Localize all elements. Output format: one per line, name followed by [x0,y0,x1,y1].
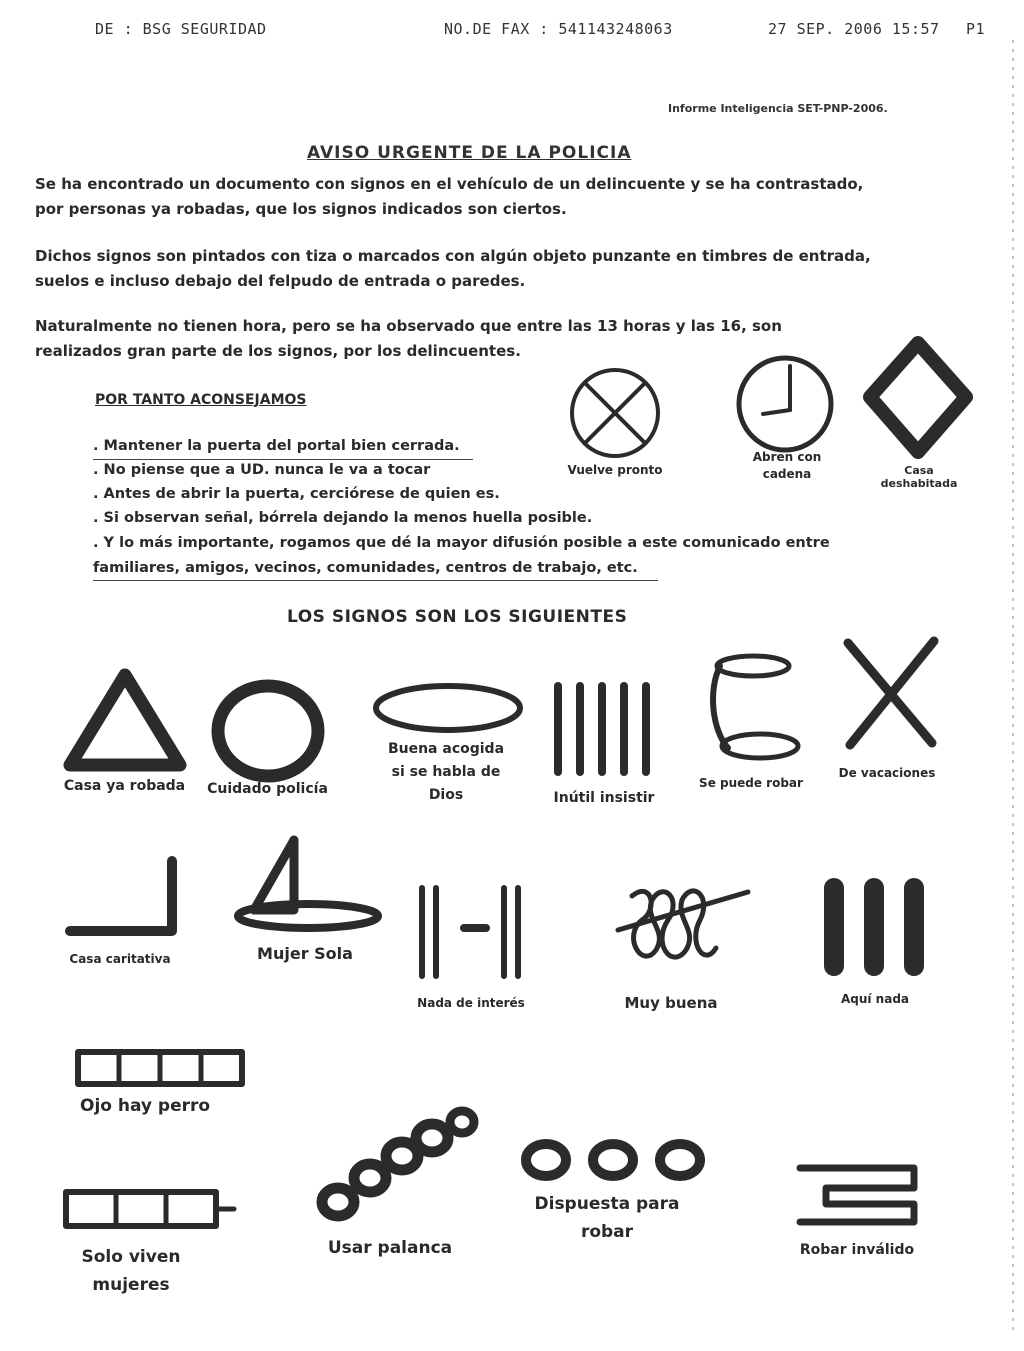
fax-date: 27 SEP. 2006 15:57 [768,20,940,38]
buena-acogida-line-3: Dios [428,787,464,803]
mujer-sola-label: Mujer Sola [257,944,353,963]
se-puede-robar-label: Se puede robar [699,776,803,790]
s-shape-symbol [790,1160,926,1230]
advice-heading: POR TANTO ACONSEJAMOS [95,392,307,408]
abren-cadena-line-1: Abren con [752,450,822,464]
paragraph-3-line-1: Naturalmente no tienen hora, pero se ha observado que entre las 13 horas y las 16, son [35,317,782,335]
four-box-symbol [74,1048,246,1088]
dispuesta-robar-line-1: Dispuesta para [534,1194,680,1214]
scribble-symbol [612,880,752,980]
advice-item-3: . Antes de abrir la puerta, cerciórese de quien es. [93,486,500,502]
cross-x-symbol [836,633,946,755]
advice-item-6: familiares, amigos, vecinos, comunidades, centros de trabajo, etc. [93,560,638,576]
three-bars-symbol [818,878,930,978]
buena-acogida-label [362,738,530,807]
l-shape-symbol [62,855,186,941]
paragraph-2-line-1: Dichos signos son pintados con tiza o marcados con algún objeto punzante en timbres de entrada, [35,247,871,265]
nada-de-interes-label: Nada de interés [417,996,525,1010]
advice-underline-2 [93,580,658,581]
buena-acogida-line-1: Buena acogida [387,741,505,757]
triangle-symbol [60,665,190,777]
paragraph-1-line-1: Se ha encontrado un documento con signos en el vehículo de un delincuente y se ha contrastado, [35,175,864,193]
vuelve-pronto-label: Vuelve pronto [567,463,663,477]
aqui-nada-label: Aquí nada [840,992,910,1006]
cuidado-policia-label: Cuidado policía [207,781,328,797]
advice-underline-1 [93,459,473,460]
fax-number: NO.DE FAX : 541143248063 [444,20,673,38]
advice-item-1: . Mantener la puerta del portal bien cerrada. [93,438,460,454]
casa-caritativa-label: Casa caritativa [69,952,171,966]
dispuesta-robar-label [512,1190,702,1246]
robar-invalido-label: Robar inválido [799,1242,915,1258]
fax-sender: DE : BSG SEGURIDAD [95,20,267,38]
three-rings-symbol [518,1136,708,1184]
diamond-symbol [862,335,974,460]
de-vacaciones-label: De vacaciones [838,766,936,780]
casa-ya-robada-label: Casa ya robada [63,778,186,794]
solo-viven-line-2: mujeres [92,1275,170,1295]
casa-deshabitada-label: Casa deshabitada [880,464,958,490]
boat-symbol [232,832,384,942]
open-rectangle-symbol [698,650,802,762]
clock-symbol [733,352,837,456]
fax-page: P1 [966,20,986,38]
paragraph-3 [35,314,782,364]
inutil-insistir-label: Inútil insistir [553,790,655,806]
circle-symbol [206,676,330,786]
buena-acogida-line-2: si se habla de [391,764,501,780]
paragraph-2 [35,244,871,294]
paragraph-1 [35,172,863,222]
solo-viven-line-1: Solo viven [81,1247,181,1267]
advice-item-4: . Si observan señal, bórrela dejando la menos huella posible. [93,510,593,526]
ojo-hay-perro-label: Ojo hay perro [80,1096,211,1116]
vertical-lines-symbol [548,680,663,778]
section-title: LOS SIGNOS SON LOS SIGUIENTES [287,607,628,627]
circle-x-symbol [567,365,663,461]
report-reference: Informe Inteligencia SET-PNP-2006. [668,102,888,115]
oval-symbol [370,680,526,736]
paragraph-1-line-2: por personas ya robadas, que los signos indicados son ciertos. [35,200,567,218]
scan-edge-noise [1012,40,1014,1330]
advice-item-2: . No piense que a UD. nunca le va a tocar [93,462,431,478]
solo-viven-mujeres-label [66,1243,196,1299]
muy-buena-label: Muy buena [624,994,718,1012]
three-box-symbol [62,1188,238,1230]
advice-item-5: . Y lo más importante, rogamos que dé la mayor difusión posible a este comunicado entre [93,535,830,551]
abren-cadena-label [735,449,839,483]
paragraph-3-line-2: realizados gran parte de los signos, por los delincuentes. [35,342,521,360]
rising-rings-symbol [312,1102,478,1226]
abren-cadena-line-2: cadena [762,467,812,481]
page-title: AVISO URGENTE DE LA POLICIA [307,143,632,163]
paragraph-2-line-2: suelos e incluso debajo del felpudo de entrada o paredes. [35,272,526,290]
usar-palanca-label: Usar palanca [327,1238,453,1258]
dispuesta-robar-line-2: robar [580,1222,634,1242]
bar-dash-bar-symbol [412,880,528,986]
